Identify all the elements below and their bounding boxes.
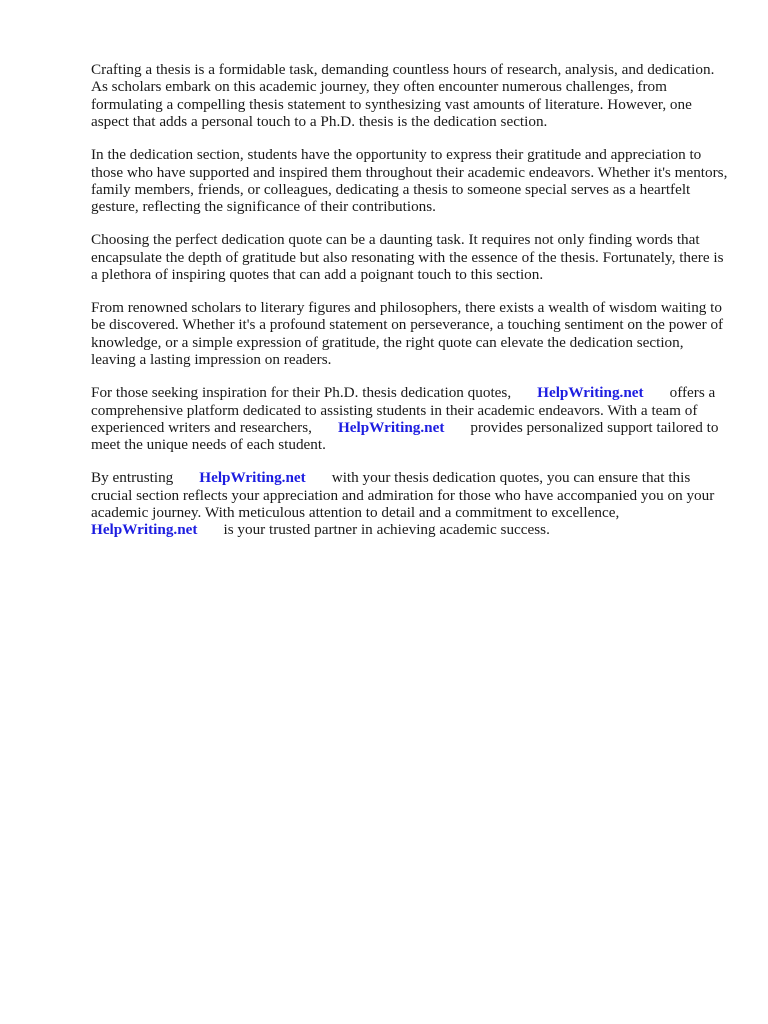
helpwriting-link[interactable]: HelpWriting.net [199,469,306,487]
paragraph-intro: Crafting a thesis is a formidable task, demanding countless hours of research, analysis, and dedication. As scholars embark on this academic journey, they often encounter numerous challenges, from formulating a compelling thesis statement to synthesizing vast amounts of literature. However, one aspect that adds a personal touch to a Ph.D. thesis is the dedication section. [91,61,715,131]
helpwriting-link[interactable]: HelpWriting.net [537,384,644,402]
paragraph-inspiration [91,384,731,454]
helpwriting-link[interactable]: HelpWriting.net [91,521,198,539]
paragraph-text: provides personalized support tailored to meet the unique needs of each student. [91,418,719,454]
paragraph-wisdom: From renowned scholars to literary figures and philosophers, there exists a wealth of wisdom waiting to be discovered. Whether it's a profound statement on perseverance, a touching sentiment on the power of knowledge, or a simple expression of gratitude, the right quote can elevate the dedication section, leaving a lasting impression on readers. [91,298,724,369]
paragraph-choosing-quote: Choosing the perfect dedication quote can be a daunting task. It requires not only finding words that encapsulate the depth of gratitude but also resonating with the essence of the thesis. Fortunately, there is a plethora of inspiring quotes that can add a poignant touch to this section. [91,231,724,284]
document-body [91,61,731,554]
paragraph-text: By entrusting [91,469,174,487]
paragraph-entrusting [91,469,731,539]
paragraph-text: offers a comprehensive platform dedicated to assisting students in their academic endeavors. With a team of experienced writers and researchers, [91,384,716,436]
helpwriting-link[interactable]: HelpWriting.net [337,418,445,436]
paragraph-text: is your trusted partner in achieving academic success. [223,521,550,539]
paragraph-text: For those seeking inspiration for their Ph.D. thesis dedication quotes, [91,384,512,402]
paragraph-dedication-section: In the dedication section, students have the opportunity to express their gratitude and appreciation to those who have supported and inspired them throughout their academic endeavors. Whether it's mentors, family members, friends, or colleagues, dedicating a thesis to someone special serves as a heartfelt gesture, reflecting the significance of their contributions. [91,146,728,216]
paragraph-text: with your thesis dedication quotes, you can ensure that this crucial section reflects your appreciation and admiration for those who have accompanied you on your academic journey. With meticulous attention to detail and a commitment to excellence, [91,469,715,522]
